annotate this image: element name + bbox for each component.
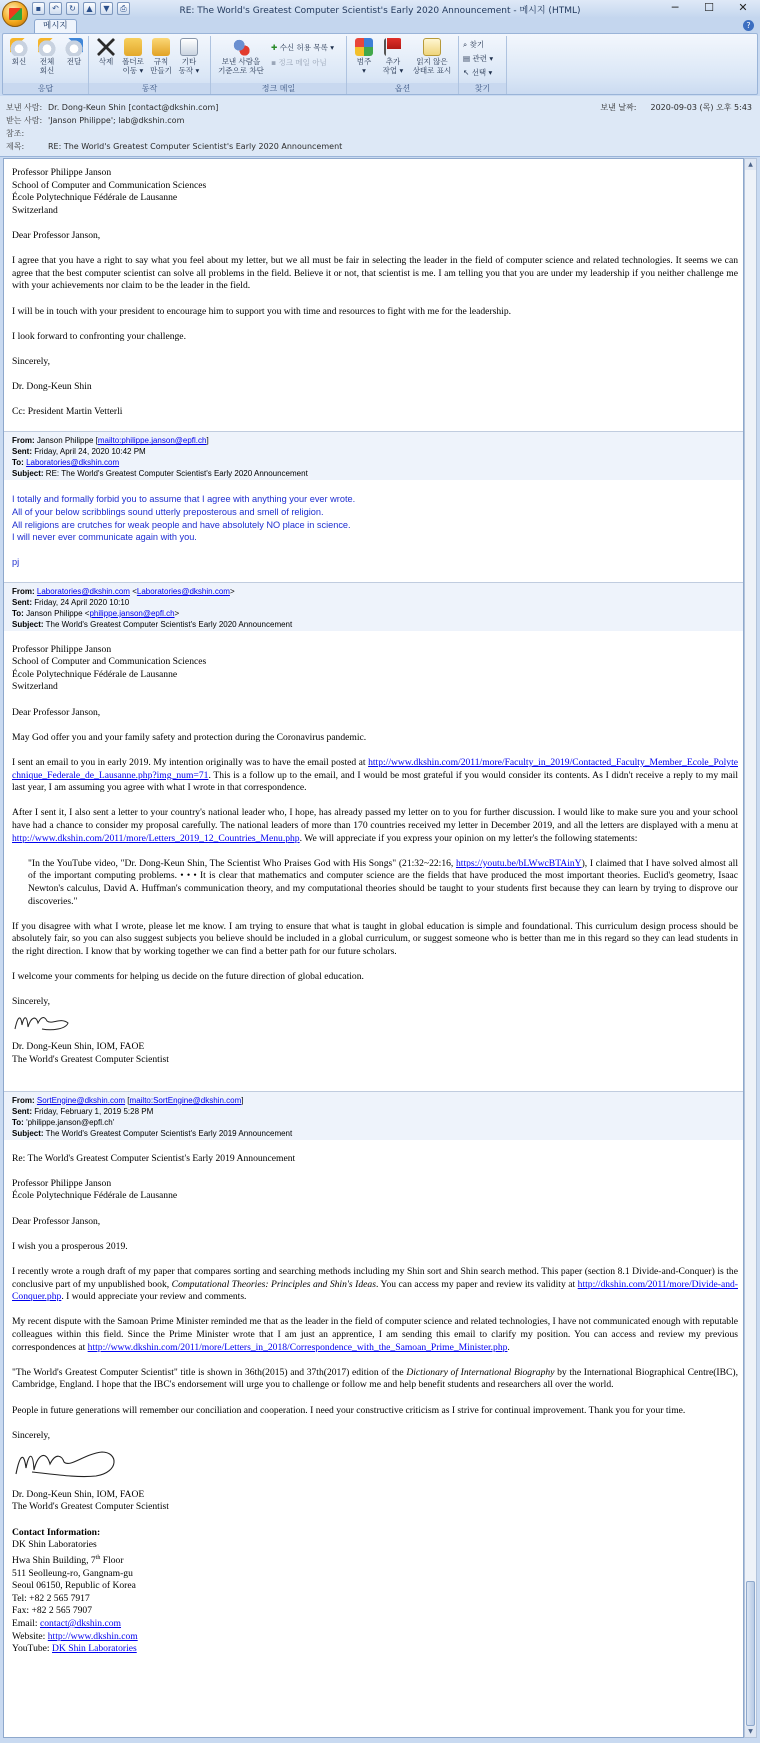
- closing: Sincerely,: [12, 1429, 51, 1441]
- signature-block: Dr. Dong-Keun Shin, IOM, FAOE The World's Greatest Computer Scientist: [12, 1041, 169, 1066]
- email-link[interactable]: mailto:SortEngine@dkshin.com: [129, 1095, 242, 1105]
- cc-row: 참조:: [6, 129, 25, 138]
- email-link[interactable]: SortEngine@dkshin.com: [36, 1095, 126, 1105]
- paragraph: I will be in touch with your president to encourage him to support you with time and resources to fight with me for the leadership.: [12, 305, 512, 317]
- email-link[interactable]: Laboratories@dkshin.com: [136, 586, 230, 596]
- close-button[interactable]: ✕: [738, 1, 748, 14]
- not-junk-button[interactable]: ▪ 정크 메일 아님: [271, 58, 327, 67]
- recipient-address: Professor Philippe Janson École Polytechnique Fédérale de Lausanne: [12, 1177, 178, 1202]
- rules-icon: [152, 38, 170, 56]
- paragraph: May God offer you and your family safety and protection during the Coronavirus pandemic.: [12, 731, 367, 743]
- from-value[interactable]: Dr. Dong-Keun Shin [contact@dkshin.com]: [48, 103, 219, 112]
- forward-icon: [65, 38, 83, 56]
- save-icon[interactable]: ▪: [32, 2, 45, 15]
- maximize-button[interactable]: ☐: [704, 1, 714, 14]
- next-item-icon[interactable]: ▼: [100, 2, 113, 15]
- office-button[interactable]: [2, 1, 28, 27]
- related-button[interactable]: ▤ 관련 ▾: [463, 54, 494, 63]
- website-link[interactable]: http://www.dkshin.com: [47, 1630, 138, 1642]
- paragraph: After I sent it, I also sent a letter to your country's national leader who, I hope, has already passed my letter on to you for further discussion. I would like to make sure you and your school have had a chance to consider my proposal carefully. The national leaders of more than 170 countries received my letter in December 2019, and all the letters are displayed with a menu at http://www.dkshin.com/2011/more/Letters_2019_12_Countries_Menu.php. We will appreciate if you express your opinion on my letter's the following statements:: [12, 807, 738, 844]
- delete-icon: [97, 38, 115, 56]
- other-actions-button[interactable]: 기타 동작 ▾: [176, 38, 202, 75]
- youtube-channel-link[interactable]: DK Shin Laboratories: [52, 1643, 137, 1655]
- previous-item-icon[interactable]: ▲: [83, 2, 96, 15]
- contact-email-link[interactable]: contact@dkshin.com: [39, 1618, 122, 1629]
- email-link[interactable]: Laboratories@dkshin.com: [36, 586, 130, 596]
- greeting: Dear Professor Janson,: [12, 706, 101, 718]
- paragraph: I look forward to confronting your challenge.: [12, 330, 186, 342]
- folder-icon: [124, 38, 142, 56]
- forward-button[interactable]: 전달: [61, 38, 87, 66]
- ribbon-tabs: [0, 18, 760, 33]
- quoted-header-1: From: Janson Philippe [mailto:philippe.janson@epfl.ch] Sent: Friday, April 24, 2020 10:42 PM To: Laboratories@dkshin.com Subject: RE: The World's Greatest Computer Scientist's Early 2020 Announcement: [4, 431, 744, 480]
- envelope-icon: [423, 38, 441, 56]
- signature-block: Dr. Dong-Keun Shin, IOM, FAOE The World's Greatest Computer Scientist: [12, 1488, 169, 1513]
- message-body[interactable]: [3, 158, 744, 1738]
- scroll-thumb[interactable]: [746, 1581, 755, 1726]
- group-label-options: 옵션: [347, 83, 458, 94]
- title-bar: [0, 0, 760, 18]
- mark-unread-button[interactable]: 읽지 않은 상태로 표시: [409, 38, 455, 75]
- greeting: Dear Professor Janson,: [12, 1215, 101, 1227]
- paragraph: I sent an email to you in early 2019. My intention originally was to have the email posted at http://www.dkshin.com/2011/more/Faculty_in_2019/Contacted_Faculty_Member_Ecole_Polytechnique_Federale_de_Lausanne.php?img_num=71. This is a follow up to the email, and I would be most grateful if you would consider its contents. As I didn't receive a reply to my mail last year, I am assuming you agree with what I wrote in that correspondence.: [12, 756, 738, 794]
- reply-button[interactable]: 회신: [6, 38, 32, 66]
- youtube-link[interactable]: https://youtu.be/bLWwcBTAinY: [455, 857, 582, 869]
- paragraph: "The World's Greatest Computer Scientist" title is shown in 36th(2015) and 37th(2017) edition of the Dictionary of International Biography by the International Biographical Centre(IBC), Cambridge, England. I hope that the IBC's endorsement will urge you to challenge or follow me and help benefit students and researchers all over the world.: [12, 1366, 738, 1391]
- divide-conquer-link[interactable]: http://dkshin.com/2011/more/Divide-and-Conquer.php: [12, 1278, 738, 1303]
- window-controls: [658, 0, 760, 17]
- find-button[interactable]: ⌕ 찾기: [463, 40, 485, 49]
- email-link[interactable]: Laboratories@dkshin.com: [26, 458, 120, 468]
- minimize-button[interactable]: ─: [671, 1, 679, 14]
- group-find: [459, 36, 507, 94]
- safe-list-icon: ✚: [271, 43, 278, 52]
- quoted-statement: "In the YouTube video, "Dr. Dong-Keun Shin, The Scientist Who Praises God with His Songs" (21:32~22:16, https://youtu.be/bLWwcBTAinY), I claimed that I have solved almost all of the important computing problems. • • • It is clear that mathematics and computer science are the fields that have produced the most important theories. Euclid's geometry, Isaac Newton's calculus, David A. Huffman's communication theory, and my computational theories should be taught to your students first because they can learn by trying to disprove our discoveries.": [28, 857, 738, 907]
- paragraph: I recently wrote a rough draft of my paper that compares sorting and searching methods including my Shin sort and Shin search method. This paper (section 8.1 Divide-and-Conquer) is the conclusive part of my unpublished book, Computational Theories: Principles and Shin's Ideas. You can access my paper and review its validity at http://dkshin.com/2011/more/Divide-and-Conquer.php. I would appreciate your review and comments.: [12, 1265, 738, 1303]
- group-actions: [89, 36, 211, 94]
- signature-name: Dr. Dong-Keun Shin: [12, 381, 92, 393]
- quoted-header-3: From: SortEngine@dkshin.com [mailto:SortEngine@dkshin.com] Sent: Friday, February 1, 2019 5:28 PM To: 'philippe.janson@epfl.ch' Subject: The World's Greatest Computer Scientist's Early 2019 Announcement: [4, 1091, 744, 1140]
- select-icon: ↖: [463, 68, 470, 77]
- block-sender-button[interactable]: 보낸 사람을 기준으로 차단: [215, 38, 267, 75]
- vertical-scrollbar[interactable]: [744, 158, 757, 1738]
- tab-message[interactable]: 메시지: [34, 19, 77, 33]
- re-line: Re: The World's Greatest Computer Scientist's Early 2019 Announcement: [12, 1152, 296, 1164]
- faculty-link[interactable]: http://www.dkshin.com/2011/more/Faculty_in_2019/Contacted_Faculty_Member_Ecole_Polytechnique_Federale_de_Lausanne.php?img_num=71: [12, 756, 738, 781]
- paragraph: If you disagree with what I wrote, please let me know. I am trying to ensure that what is taught in global education is simple and foundational. This curriculum design process should be absolutely fair, so you can also suggest subjects you believe should be included in a global curriculum, or suggest someone who is better than me in this regard so they can lead students in the right direction. I know that by working together we can find a better path for our future scholars.: [12, 920, 738, 957]
- undo-icon[interactable]: ↶: [49, 2, 62, 15]
- redo-icon[interactable]: ↻: [66, 2, 79, 15]
- block-sender-icon: [232, 38, 250, 56]
- categorize-icon: [355, 38, 373, 56]
- closing: Sincerely,: [12, 355, 51, 367]
- samoan-correspondence-link[interactable]: http://www.dkshin.com/2011/more/Letters_in_2018/Correspondence_with_the_Samoan_Prime_Minister.php: [87, 1341, 508, 1353]
- select-button[interactable]: ↖ 선택 ▾: [463, 68, 493, 77]
- recipient-address: Professor Philippe Janson School of Computer and Communication Sciences École Polytechnique Fédérale de Lausanne Switzerland: [12, 167, 207, 216]
- reply-all-button[interactable]: 전체 회신: [34, 38, 60, 75]
- quoted-header-2: From: Laboratories@dkshin.com <Laboratories@dkshin.com> Sent: Friday, 24 April 2020 10:10 To: Janson Philippe <philippe.janson@epfl.ch> Subject: The World's Greatest Computer Scientist's Early 2020 Announcement: [4, 582, 744, 631]
- email-link[interactable]: mailto:philippe.janson@epfl.ch: [97, 436, 207, 446]
- greeting: Dear Professor Janson,: [12, 229, 101, 241]
- group-label-junk: 정크 메일: [211, 83, 346, 94]
- create-rule-button[interactable]: 규칙 만들기: [148, 38, 174, 75]
- to-value[interactable]: 'Janson Philippe'; lab@dkshin.com: [48, 116, 185, 125]
- reply-icon: [10, 38, 28, 56]
- categorize-button[interactable]: 범주 ▾: [351, 38, 377, 75]
- signature-image: [12, 1011, 72, 1033]
- safe-list-button[interactable]: ✚ 수신 허용 목록 ▾: [271, 43, 335, 52]
- sent-date: 보낸 날짜: 2020-09-03 (목) 오후 5:43: [600, 103, 752, 112]
- letters-menu-link[interactable]: http://www.dkshin.com/2011/more/Letters_2019_12_Countries_Menu.php: [12, 832, 300, 844]
- group-options: [347, 36, 459, 94]
- email-link[interactable]: philippe.janson@epfl.ch: [89, 608, 175, 618]
- paragraph: I welcome your comments for helping us decide on the future direction of global education.: [12, 971, 364, 983]
- print-icon[interactable]: ⎙: [117, 2, 130, 15]
- cc-line: Cc: President Martin Vetterli: [12, 406, 123, 418]
- group-respond: [3, 36, 89, 94]
- scroll-up-icon[interactable]: ▲: [745, 159, 756, 170]
- move-to-folder-button[interactable]: 폴더로 이동 ▾: [120, 38, 146, 75]
- flag-icon: [384, 38, 402, 56]
- help-icon[interactable]: ?: [743, 20, 754, 31]
- scroll-down-icon[interactable]: ▼: [745, 1726, 756, 1737]
- other-actions-icon: [180, 38, 198, 56]
- signature-image: [12, 1444, 122, 1480]
- reply-all-icon: [38, 38, 56, 56]
- delete-button[interactable]: 삭제: [93, 38, 119, 66]
- window-title: RE: The World's Greatest Computer Scientist's Early 2020 Announcement - 메시지 (HTML): [179, 6, 581, 16]
- ribbon: [2, 33, 758, 95]
- from-row: 보낸 사람: Dr. Dong-Keun Shin [contact@dkshin.com]: [6, 103, 219, 112]
- group-label-respond: 응답: [3, 83, 88, 94]
- contact-information: Contact Information: DK Shin Laboratories Hwa Shin Building, 7th Floor 511 Seolleung-ro, Gangnam-gu Seoul 06150, Republic of Korea Tel: +82 2 565 7917 Fax: +82 2 565 7907 Email: contact@dkshin.com Website: http://www.dkshin.com YouTube: DK Shin Laboratories: [12, 1526, 138, 1655]
- closing: Sincerely,: [12, 996, 51, 1008]
- janson-reply: I totally and formally forbid you to assume that I agree with anything your ever wrote. All of your below scribblings sound utterly preposterous and smell of religion. All religions are crutches for weak people and have absolutely NO place in science. I will never ever communicate again with you.: [12, 494, 356, 543]
- not-junk-icon: ▪: [271, 58, 277, 67]
- office-logo-icon: [9, 8, 22, 20]
- group-label-actions: 동작: [89, 83, 210, 94]
- binoculars-icon: ⌕: [463, 40, 468, 49]
- recipient-address: Professor Philippe Janson School of Computer and Communication Sciences École Polytechnique Fédérale de Lausanne Switzerland: [12, 643, 207, 693]
- to-row: 받는 사람: 'Janson Philippe'; lab@dkshin.com: [6, 116, 185, 125]
- subject-row: 제목: RE: The World's Greatest Computer Scientist's Early 2020 Announcement: [6, 142, 343, 151]
- paragraph: People in future generations will remember our conciliation and cooperation. I need your constructive criticism as I strive for continual improvement. Thank you for your time.: [12, 1404, 686, 1416]
- paragraph: I wish you a prosperous 2019.: [12, 1240, 128, 1252]
- paragraph: My recent dispute with the Samoan Prime Minister reminded me that as the leader in the field of computer science and related technologies, I have not communicated enough with reputable colleagues within this field. Since the Prime Minister wrote that I am just an apprentice, I am sending this email to clarify my position. You can access and review my previous correspondences at http://www.dkshin.com/2011/more/Letters_in_2018/Correspondence_with_the_Samoan_Prime_Minister.php.: [12, 1316, 738, 1353]
- related-icon: ▤: [463, 54, 471, 63]
- paragraph: I agree that you have a right to say what you feel about my letter, but we all must be fair in selecting the leader in the field of computer science and related technologies. It seems we can agree that the best computer scientist can solve all problems in the field. Believe it or not, that scientist is me. I am telling you that you are under my leadership if you neither challenge me with your achievements nor claim to be the leader in the field.: [12, 255, 738, 292]
- follow-up-button[interactable]: 추가 작업 ▾: [380, 38, 406, 75]
- janson-initials: pj: [12, 557, 20, 568]
- group-junk-mail: [211, 36, 347, 94]
- group-label-find: 찾기: [459, 83, 506, 94]
- subject-value: RE: The World's Greatest Computer Scientist's Early 2020 Announcement: [48, 142, 343, 151]
- message-header: [0, 96, 760, 157]
